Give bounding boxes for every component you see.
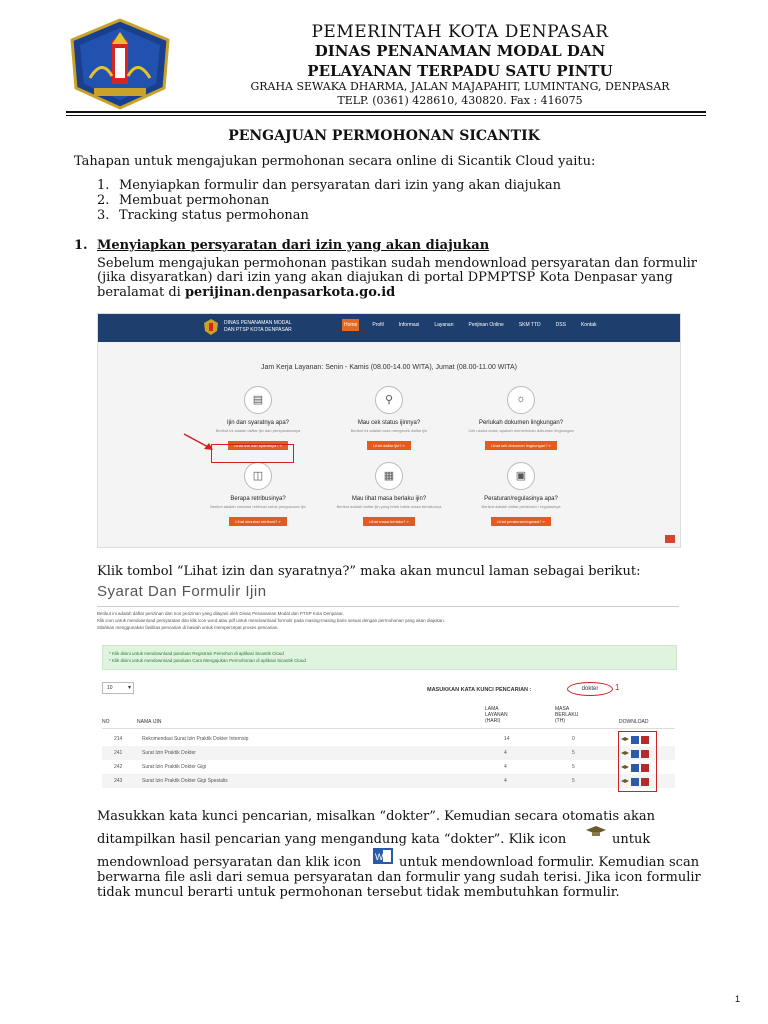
col-download: DOWNLOAD [619, 719, 649, 725]
sun-icon: ☼ [507, 386, 535, 414]
page-title: PENGAJUAN PERMOHONAN SICANTIK [228, 128, 540, 144]
graduation-cap-icon[interactable] [621, 736, 629, 744]
card-izin: ▤ Ijin dan syaratnya apa? Berikut ini adalah daftar ijin dan persyaratannya Lihat izin dan syaratnya? » [197, 386, 319, 452]
para2-line5: tidak muncul berarti untuk permohonan tersebut tidak membutuhkan formulir. [97, 885, 620, 900]
page-number: 1 [734, 994, 740, 1004]
nav-profil[interactable]: Profil [372, 322, 384, 328]
annotation-1: 1 [615, 683, 620, 692]
lihat-izin-button[interactable]: Lihat izin dan syaratnya? » [228, 441, 288, 450]
header-rule [66, 111, 706, 113]
pdf-icon[interactable] [641, 736, 649, 744]
table-header-line [102, 728, 675, 729]
document-icon: ▤ [244, 386, 272, 414]
step-text-1: Menyiapkan formulir dan persyaratan dari izin yang akan diajukan [119, 178, 561, 193]
word-icon[interactable] [631, 764, 639, 772]
cek-dokumen-button[interactable]: Lihat cek dokumen lingkungan? » [485, 441, 557, 450]
card-status: ⚲ Mau cek status ijinnya? Berikut ini adalah cara mengecek daftar ijin Lihat daftar ijin? » [328, 386, 450, 452]
step-num-1: 1. [97, 178, 110, 193]
header-rule-thin [66, 115, 706, 116]
download-highlight [618, 731, 657, 792]
pdf-icon[interactable] [641, 764, 649, 772]
nav-informasi[interactable]: Informasi [398, 322, 420, 328]
guide-alert [102, 645, 677, 670]
portal-brand: DINAS PENANAMAN MODAL DAN PTSP KOTA DENPASAR [224, 320, 292, 333]
search-label: MASUKKAN KATA KUNCI PENCARIAN : [427, 687, 532, 693]
section-body-3: beralamat di perijinan.denpasarkota.go.id [97, 285, 396, 300]
search-icon: ⚲ [375, 386, 403, 414]
word-icon[interactable] [631, 736, 639, 744]
nav-skm[interactable]: SKM TTD [518, 322, 541, 328]
table-row: 241 Surat Izin Praktik Dokter 4 5 [102, 746, 675, 760]
step-num-2: 2. [97, 193, 110, 208]
syarat-para-3: Silahkan menggunakan fasilitas pencarian di bawah untuk mempercepat proses pencarian. [97, 625, 279, 630]
section-heading: Menyiapkan persyaratan dari izin yang akan diajukan [97, 238, 490, 253]
nav-layanan[interactable]: Layanan [434, 322, 454, 328]
syarat-divider [97, 606, 679, 607]
pdf-icon[interactable] [641, 750, 649, 758]
col-no[interactable]: NO [102, 719, 110, 725]
section-body-2: (jika disyaratkan) dari izin yang akan diajukan di portal DPMPTSP Kota Denpasar yang [97, 270, 673, 285]
money-icon: ◫ [244, 462, 272, 490]
lihat-daftar-button[interactable]: Lihat daftar ijin? » [367, 441, 411, 450]
syarat-title: Syarat Dan Formulir Ijin [97, 583, 267, 600]
table-row: 243 Surat Izin Praktik Dokter Gigi Spesialis 4 5 [102, 774, 675, 788]
table-row: 214 Rekomendasi Surat Izin Praktik Dokter Internsip 14 0 [114, 736, 575, 742]
para2-line1: Masukkan kata kunci pencarian, misalkan “dokter”. Kemudian secara otomatis akan [97, 809, 656, 824]
click-instruction: Klik tombol “Lihat izin dan syaratnya?” maka akan muncul laman sebagai berikut: [97, 564, 641, 579]
nav-perijinan-online[interactable]: Perijinan Online [468, 322, 504, 328]
syarat-screenshot [97, 583, 679, 793]
para2-line2b: untuk [612, 832, 651, 847]
graduation-cap-icon[interactable] [621, 750, 629, 758]
header-agency-1: DINAS PENANAMAN MODAL DAN [314, 42, 606, 60]
search-input[interactable]: dokter [567, 682, 613, 696]
guide-permohonan-link[interactable]: * Klik disini untuk mendownload panduan Cara Mengajukan Permohonan di aplikasi Sicantik Cloud [109, 658, 306, 663]
intro-text: Tahapan untuk mengajukan permohonan secara online di Sicantik Cloud yaitu: [74, 154, 596, 169]
back-to-top-button[interactable] [665, 535, 675, 543]
highlight-box [211, 444, 294, 463]
word-icon [371, 847, 395, 865]
calendar-icon: ▦ [375, 462, 403, 490]
guide-registrasi-link[interactable]: * Klik disini untuk mendownload panduan Registrasi Pemohon di aplikasi Sicantik Cloud [109, 651, 284, 656]
graduation-cap-icon[interactable] [621, 764, 629, 772]
portal-url[interactable]: perijinan.denpasarkota.go.id [184, 285, 396, 300]
col-masa[interactable]: MASA BERLAKU (TH) [555, 706, 579, 724]
card-peraturan: ▣ Peraturan/regulasinya apa? Berikut adalah daftar peraturan / regulasinya Lihat peraturan/regulasi? » [460, 462, 582, 528]
peraturan-button[interactable]: Lihat peraturan/regulasi? » [491, 517, 551, 526]
masa-berlaku-button[interactable]: Lihat masa berlaku? » [363, 517, 414, 526]
nav-dss[interactable]: DSS [555, 322, 566, 328]
syarat-para-1: Berikut ini adalah daftar perizinan dan non perizinan yang dilayani oleh Dinas Penanaman Modal dan PTSP Kota Denpasar. [97, 611, 344, 616]
portal-screenshot [97, 313, 681, 548]
card-retribusi: ◫ Berapa retribusinya? Berikut adalah simulasi retribusi untuk pengurusan ijin Lihat simulasi retribusi? » [197, 462, 319, 528]
chevron-down-icon: ▾ [127, 685, 131, 691]
col-nama[interactable]: NAMA IJIN [137, 719, 162, 725]
portal-navbar [98, 314, 680, 342]
card-lingkungan: ☼ Perlukah dokumen lingkungan? Cek usaha anda, apakah memerlukan dokumen lingkungan Lihat cek dokumen lingkungan? » [460, 386, 582, 452]
simulasi-retribusi-button[interactable]: Lihat simulasi retribusi? » [229, 517, 286, 526]
graduation-cap-icon [585, 824, 607, 840]
graduation-cap-icon[interactable] [621, 778, 629, 786]
header-address: GRAHA SEWAKA DHARMA, JALAN MAJAPAHIT, LUMINTANG, DENPASAR [250, 80, 670, 93]
working-hours: Jam Kerja Layanan: Senin - Kamis (08.00-14.00 WITA), Jumat (08.00-11.00 WITA) [261, 364, 517, 371]
word-icon[interactable] [631, 778, 639, 786]
col-lama[interactable]: LAMA LAYANAN (HARI) [485, 706, 508, 724]
para2-line3a: mendownload persyaratan dan klik icon [97, 855, 362, 870]
para2-line4: berwarna file asli dari semua persyaratan dan formulir yang sudah terisi. Jika icon formulir [97, 870, 701, 885]
syarat-para-2: Klik icon untuk mendownload persyaratan dan klik icon word atau pdf untuk mendownload formulir pada masing-masing baris sesuai dengan permohonan yang akan diajukan. [97, 618, 445, 623]
para2-line2a: ditampilkan hasil pencarian yang mengandung kata “dokter”. Klik icon [97, 832, 567, 847]
card-masa-berlaku: ▦ Mau lihat masa berlaku ijin? Berikut adalah daftar ijin yang telah habis masa berlakunya Lihat masa berlaku? » [328, 462, 450, 528]
portal-logo-icon [204, 319, 218, 335]
section-num: 1. [74, 238, 88, 253]
header-government: PEMERINTAH KOTA DENPASAR [311, 22, 609, 42]
header-phone: TELP. (0361) 428610, 430820. Fax : 416075 [337, 94, 583, 107]
step-num-3: 3. [97, 208, 110, 223]
step-text-2: Membuat permohonan [119, 193, 270, 208]
denpasar-emblem-logo [68, 18, 172, 110]
entries-select[interactable]: 10 ▾ [102, 682, 134, 694]
nav-home[interactable]: Home [342, 319, 359, 331]
book-icon: ▣ [507, 462, 535, 490]
step-text-3: Tracking status permohonan [119, 208, 309, 223]
svg-text:W: W [375, 852, 384, 862]
pdf-icon[interactable] [641, 778, 649, 786]
table-row: 242 Surat Izin Praktik Dokter Gigi 4 5 [114, 764, 575, 770]
header-agency-2: PELAYANAN TERPADU SATU PINTU [307, 62, 613, 80]
nav-kontak[interactable]: Kontak [580, 322, 597, 328]
para2-line3b: untuk mendownload formulir. Kemudian scan [399, 855, 700, 870]
section-body-1: Sebelum mengajukan permohonan pastikan sudah mendownload persyaratan dan formulir [97, 256, 698, 271]
word-icon[interactable] [631, 750, 639, 758]
